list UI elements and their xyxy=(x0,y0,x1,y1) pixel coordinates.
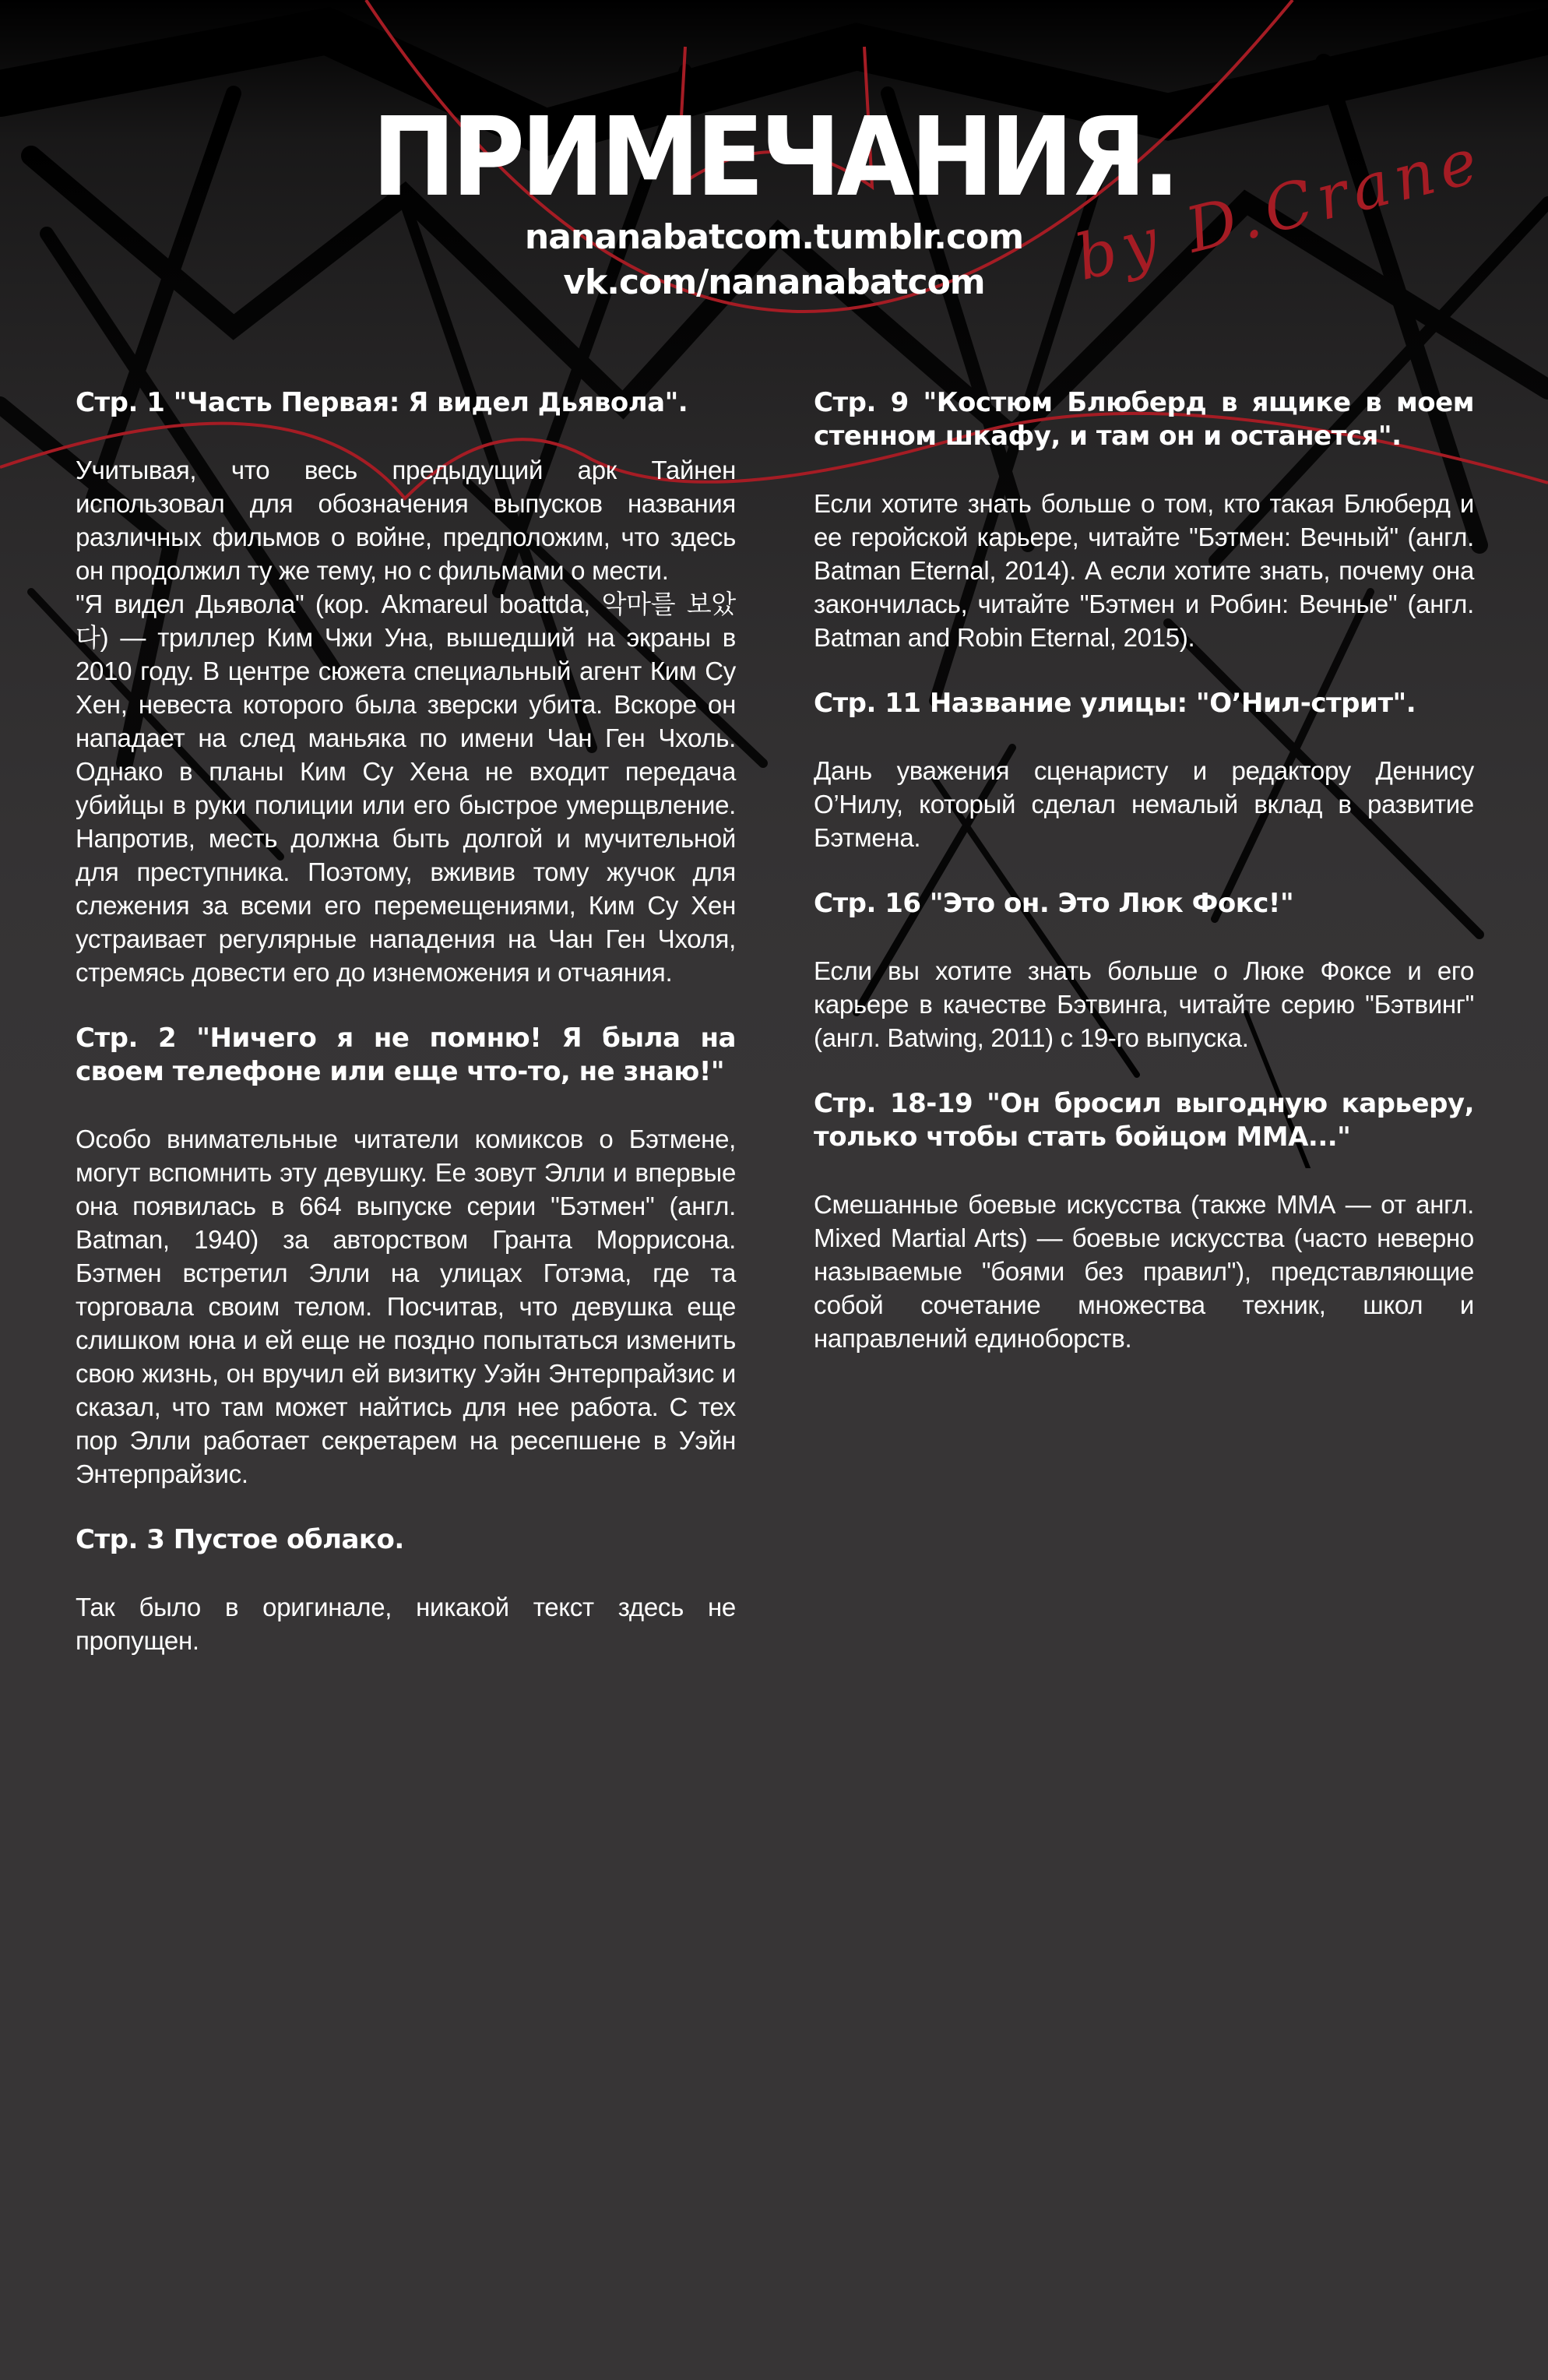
note-heading: Стр. 2 "Ничего я не помню! Я была на своем телефоне или еще что-то, не знаю!" xyxy=(76,1023,736,1087)
note-body xyxy=(76,453,736,989)
note-paragraph: Так было в оригинале, никакой текст здесь не пропущен. xyxy=(76,1593,736,1655)
note-body xyxy=(814,754,1474,854)
notes-column-right xyxy=(814,386,1474,1388)
note-heading: Стр. 18-19 "Он бросил выгодную карьеру, только чтобы стать бойцом ММА..." xyxy=(814,1088,1474,1153)
author-signature: by D.Crane xyxy=(1068,123,1490,294)
note-heading: Стр. 3 Пустое облако. xyxy=(76,1524,404,1555)
note-page-9 xyxy=(814,386,1474,654)
note-heading: Стр. 16 "Это он. Это Люк Фокс!" xyxy=(814,888,1294,919)
note-paragraph: Если хотите знать больше о том, кто такая Блюберд и ее геройской карьере, читайте "Бэтмен: Вечный" (англ. Batman Eternal, 2014). А если хотите знать, почему она закончилась, читайте "Бэтмен и Робин: Вечные" (англ. Batman and Robin Eternal, 2015). xyxy=(814,489,1474,652)
notes-column-left xyxy=(76,386,736,1690)
note-page-16 xyxy=(814,887,1474,1054)
note-heading: Стр. 11 Название улицы: "О’Нил-стрит". xyxy=(814,688,1416,719)
note-body xyxy=(814,487,1474,654)
note-body xyxy=(814,1188,1474,1355)
page-title: ПРИМЕЧАНИЯ. xyxy=(371,94,1177,221)
note-page-2 xyxy=(76,1022,736,1491)
note-body xyxy=(76,1122,736,1491)
note-page-11 xyxy=(814,687,1474,854)
note-page-1 xyxy=(76,386,736,989)
note-paragraph: Смешанные боевые искусства (также ММА — от англ. Mixed Martial Arts) — боевые искусства (часто неверно называемые "боями без правил"), представляющие собой сочетание множества техник, школ и направлений единоборств. xyxy=(814,1190,1474,1353)
vk-link[interactable]: vk.com/nananabatcom xyxy=(563,262,985,302)
note-page-18-19 xyxy=(814,1087,1474,1355)
note-body xyxy=(76,1590,736,1657)
note-paragraph: Особо внимательные читатели комиксов о Бэтмене, могут вспомнить эту девушку. Ее зовут Элли и впервые она появилась в 664 выпуске серии "Бэтмен" (англ. Batman, 1940) за авторством Гранта Моррисона. Бэтмен встретил Элли на улицах Готэма, где та торговала своим телом. Посчитав, что девушка еще слишком юна и ей еще не поздно попытаться изменить свою жизнь, он вручил ей визитку Уэйн Энтерпрайзис и сказал, что там может найтись для нее работа. С тех пор Элли работает секретарем на ресепшене в Уэйн Энтерпрайзис. xyxy=(76,1125,736,1488)
tumblr-link[interactable]: nananabatcom.tumblr.com xyxy=(524,217,1024,257)
note-heading: Стр. 9 "Костюм Блюберд в ящике в моем стенном шкафу, и там он и останется". xyxy=(814,387,1474,452)
page-header xyxy=(0,0,1548,327)
note-paragraph: "Я видел Дьявола" (кор. Akmareul boattda, 악마를 보았다) — триллер Ким Чжи Уна, вышедший на экраны в 2010 году. В центре сюжета специальный агент Ким Су Хен, невеста которого была зверски убита. Вскоре он нападает на след маньяка по имени Чан Ген Чхоль. Однако в планы Ким Су Хена не входит передача убийцы в руки полиции или его быстрое умерщвление. Напротив, месть должна быть долгой и мучительной для преступника. Поэтому, вживив тому жучок для слежения за всеми его перемещениями, Ким Су Хен устраивает регулярные нападения на Чан Ген Чхоля, стремясь довести его до изнеможения и отчаяния. xyxy=(76,590,736,987)
note-body xyxy=(814,954,1474,1054)
note-page-3 xyxy=(76,1523,736,1657)
note-paragraph: Учитывая, что весь предыдущий арк Тайнен использовал для обозначения выпусков названия различных фильмов о войне, предположим, что здесь он продолжил ту же тему, но с фильмами о мести. xyxy=(76,456,736,585)
note-paragraph: Дань уважения сценаристу и редактору Деннису О’Нилу, который сделал немалый вклад в развитие Бэтмена. xyxy=(814,756,1474,852)
note-heading: Стр. 1 "Часть Первая: Я видел Дьявола". xyxy=(76,387,688,418)
note-paragraph: Если вы хотите знать больше о Люке Фоксе и его карьере в качестве Бэтвинга, читайте серию "Бэтвинг" (англ. Batwing, 2011) с 19-го выпуска. xyxy=(814,956,1474,1052)
